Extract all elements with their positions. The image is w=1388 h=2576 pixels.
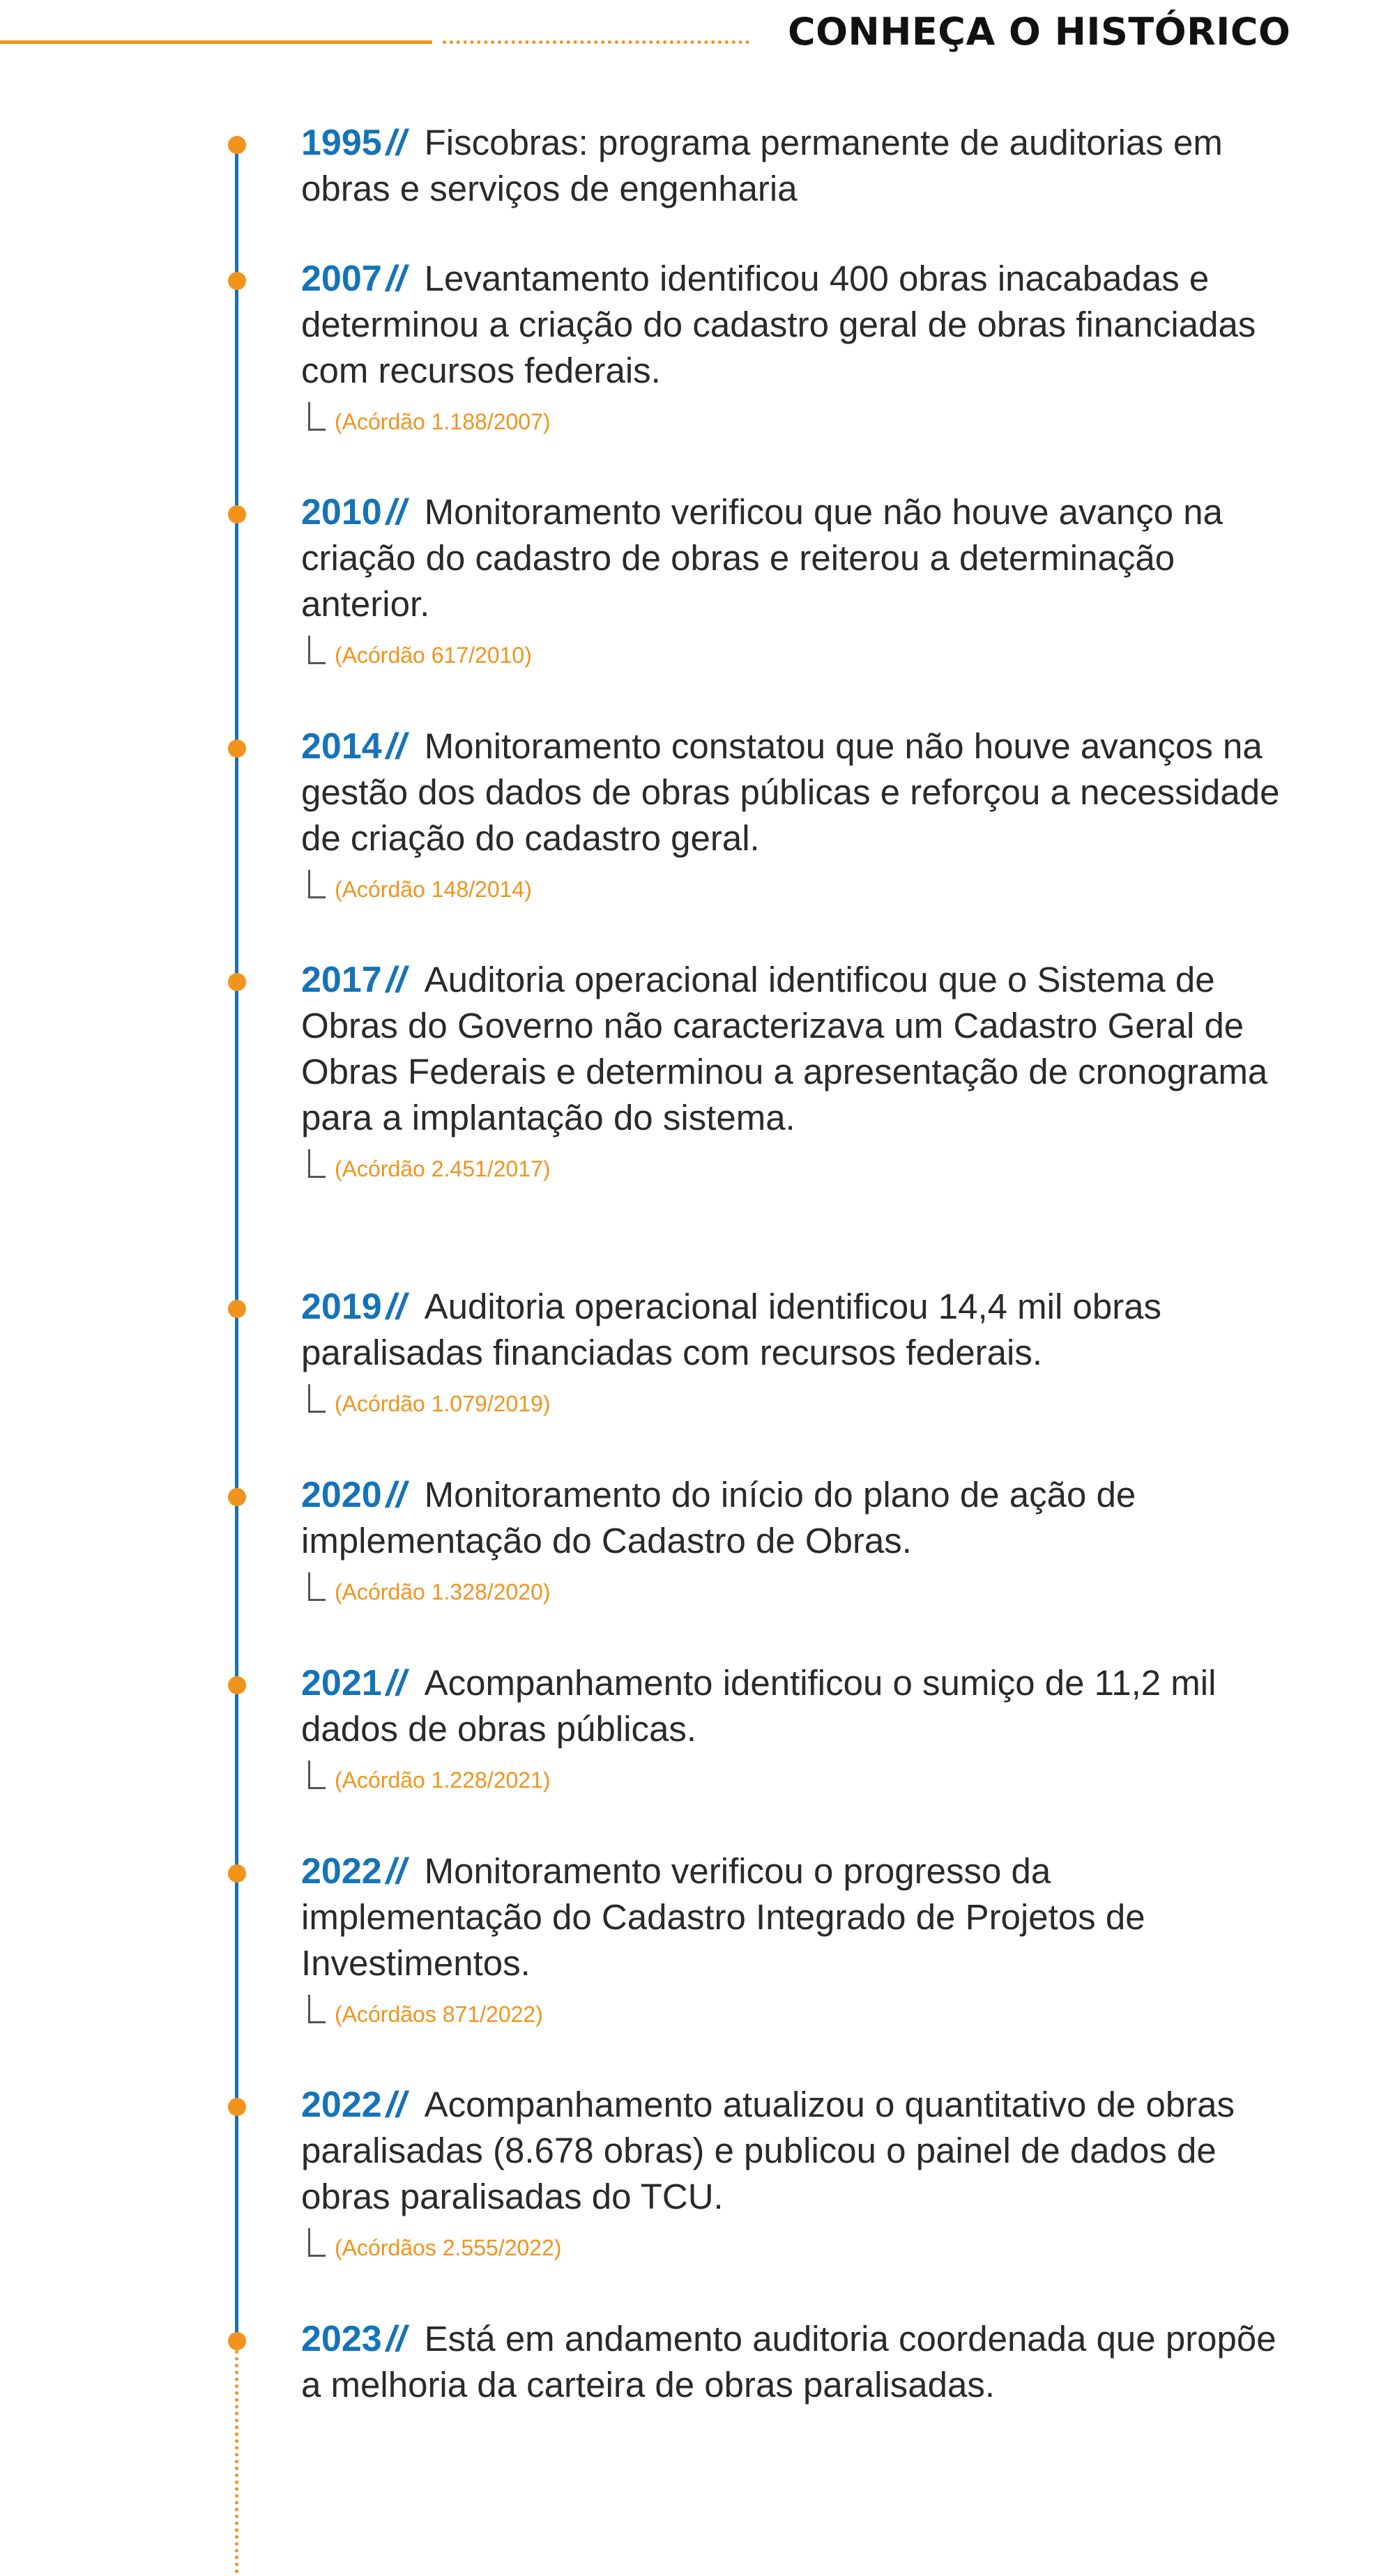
entry-year: 2019 bbox=[301, 1287, 382, 1327]
timeline-dotted-continuation bbox=[235, 2350, 238, 2573]
timeline-entry bbox=[301, 1472, 1291, 1607]
entry-reference bbox=[301, 1761, 1291, 1795]
entry-year: 2014 bbox=[301, 726, 382, 767]
reference-text: (Acórdão 1.079/2019) bbox=[335, 1391, 551, 1416]
entry-description: Acompanhamento identificou o sumiço de 11,2 mil dados de obras públicas. bbox=[301, 1663, 1217, 1749]
entry-year: 2017 bbox=[301, 960, 382, 1000]
timeline-entry bbox=[301, 1284, 1291, 1419]
timeline-dot-2022a bbox=[228, 1864, 246, 1883]
timeline-entry bbox=[301, 723, 1291, 905]
entry-reference bbox=[301, 402, 1291, 437]
timeline-entry bbox=[301, 957, 1291, 1184]
entry-separator: // bbox=[386, 1663, 406, 1703]
entry-reference bbox=[301, 1149, 1291, 1184]
entry-year: 2021 bbox=[301, 1663, 382, 1703]
header-orange-line bbox=[0, 40, 432, 44]
timeline-line bbox=[235, 146, 238, 2349]
timeline-dot-2021 bbox=[228, 1676, 246, 1694]
timeline-dot-2020 bbox=[228, 1488, 246, 1506]
entry-year: 2020 bbox=[301, 1475, 382, 1515]
timeline-entry bbox=[301, 1848, 1291, 2030]
entry-separator: // bbox=[386, 1475, 406, 1515]
entry-reference bbox=[301, 636, 1291, 670]
entry-year: 2022 bbox=[301, 2085, 382, 2125]
timeline-entry bbox=[301, 489, 1291, 670]
corner-bracket-icon bbox=[308, 1572, 326, 1601]
entry-year: 1995 bbox=[301, 123, 382, 163]
entry-separator: // bbox=[386, 726, 406, 767]
timeline-entry bbox=[301, 2082, 1291, 2263]
timeline-dot-2019 bbox=[228, 1300, 246, 1318]
corner-bracket-icon bbox=[308, 402, 326, 431]
corner-bracket-icon bbox=[308, 636, 326, 664]
reference-text: (Acórdão 617/2010) bbox=[335, 643, 532, 668]
entry-year: 2022 bbox=[301, 1851, 382, 1892]
entry-description: Auditoria operacional identificou que o Sistema de Obras do Governo não caracterizava um Cadastro Geral de Obras Federais e determinou a apresentação de cronograma para a implantação do sistema. bbox=[301, 960, 1268, 1137]
entry-reference bbox=[301, 1384, 1291, 1419]
entry-description: Monitoramento verificou que não houve avanço na criação do cadastro de obras e reiterou a determinação anterior. bbox=[301, 492, 1223, 624]
entry-description: Fiscobras: programa permanente de auditorias em obras e serviços de engenharia bbox=[301, 123, 1223, 208]
entry-separator: // bbox=[386, 1287, 406, 1327]
corner-bracket-icon bbox=[308, 870, 326, 898]
reference-text: (Acórdão 1.228/2021) bbox=[335, 1768, 551, 1793]
entry-year: 2023 bbox=[301, 2319, 382, 2359]
entry-description: Monitoramento verificou o progresso da implementação do Cadastro Integrado de Projetos de Investimentos. bbox=[301, 1851, 1145, 1983]
entry-reference bbox=[301, 2228, 1291, 2263]
entry-separator: // bbox=[386, 1851, 406, 1892]
corner-bracket-icon bbox=[308, 1761, 326, 1789]
reference-text: (Acórdãos 2.555/2022) bbox=[335, 2235, 562, 2260]
entry-reference bbox=[301, 870, 1291, 905]
entry-reference bbox=[301, 1995, 1291, 2030]
entry-description: Levantamento identificou 400 obras inacabadas e determinou a criação do cadastro geral de obras financiadas com recursos federais. bbox=[301, 259, 1256, 390]
entry-description: Está em andamento auditoria coordenada que propõe a melhoria da carteira de obras paralisadas. bbox=[301, 2319, 1276, 2405]
timeline-entry bbox=[301, 120, 1291, 212]
timeline-dot-2010 bbox=[228, 505, 246, 523]
reference-text: (Acórdão 1.188/2007) bbox=[335, 409, 551, 434]
corner-bracket-icon bbox=[308, 2228, 326, 2257]
entry-separator: // bbox=[386, 2085, 406, 2125]
entry-separator: // bbox=[386, 492, 406, 532]
reference-text: (Acórdão 2.451/2017) bbox=[335, 1156, 551, 1181]
entry-description: Acompanhamento atualizou o quantitativo de obras paralisadas (8.678 obras) e publicou o painel de dados de obras paralisadas do TCU. bbox=[301, 2085, 1235, 2216]
timeline-dot-2017 bbox=[228, 973, 246, 991]
entry-description: Monitoramento constatou que não houve avanços na gestão dos dados de obras públicas e reforçou a necessidade de criação do cadastro geral. bbox=[301, 726, 1280, 858]
page-title: CONHEÇA O HISTÓRICO bbox=[788, 10, 1291, 54]
timeline-entry bbox=[301, 256, 1291, 437]
entry-separator: // bbox=[386, 123, 406, 163]
timeline-dot-2022b bbox=[228, 2098, 246, 2116]
timeline-entry bbox=[301, 1660, 1291, 1795]
timeline-entry bbox=[301, 2316, 1291, 2408]
entry-description: Auditoria operacional identificou 14,4 mil obras paralisadas financiadas com recursos federais. bbox=[301, 1287, 1162, 1372]
timeline-dot-2023 bbox=[228, 2332, 246, 2350]
corner-bracket-icon bbox=[308, 1995, 326, 2023]
timeline-dot-2007 bbox=[228, 272, 246, 290]
entry-reference bbox=[301, 1572, 1291, 1607]
reference-text: (Acórdão 148/2014) bbox=[335, 877, 532, 902]
reference-text: (Acórdãos 871/2022) bbox=[335, 2002, 543, 2027]
entry-separator: // bbox=[386, 960, 406, 1000]
timeline-dot-2014 bbox=[228, 739, 246, 758]
entry-separator: // bbox=[386, 259, 406, 299]
entry-separator: // bbox=[386, 2319, 406, 2359]
corner-bracket-icon bbox=[308, 1384, 326, 1413]
entry-description: Monitoramento do início do plano de ação de implementação do Cadastro de Obras. bbox=[301, 1475, 1136, 1561]
header-dotted-line bbox=[443, 40, 749, 44]
entry-year: 2007 bbox=[301, 259, 382, 299]
timeline-dot-1995 bbox=[228, 136, 246, 154]
entry-year: 2010 bbox=[301, 492, 382, 532]
corner-bracket-icon bbox=[308, 1149, 326, 1178]
reference-text: (Acórdão 1.328/2020) bbox=[335, 1579, 551, 1604]
